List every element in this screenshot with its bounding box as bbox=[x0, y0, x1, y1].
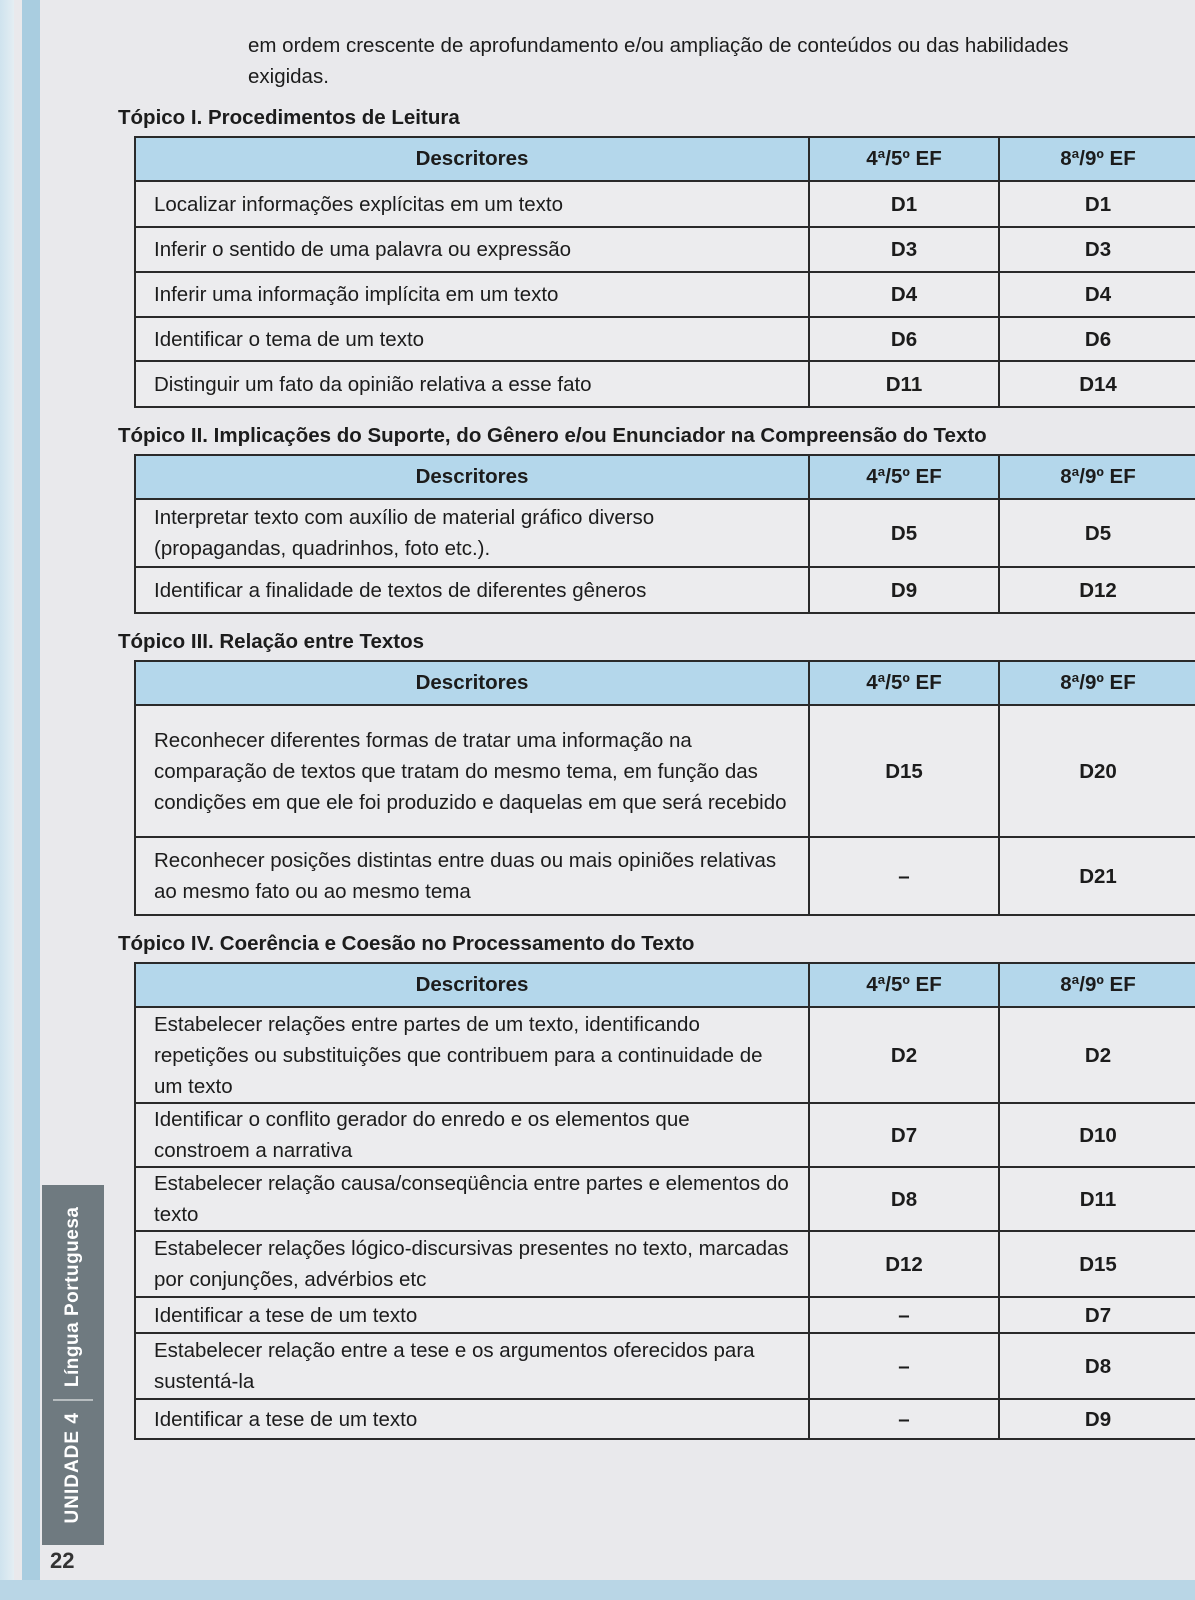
code-4-5: – bbox=[809, 837, 999, 915]
topic-3-title: Tópico III. Relação entre Textos bbox=[118, 630, 425, 653]
descriptor-text: Estabelecer relações lógico-discursivas presentes no texto, marcadas por conjunções, advérbios etc bbox=[135, 1231, 809, 1297]
header-descritores: Descritores bbox=[135, 661, 809, 705]
topic-1-table bbox=[134, 136, 1195, 408]
code-8-9: D7 bbox=[999, 1297, 1195, 1333]
header-4-5-ef: 4ª/5º EF bbox=[809, 661, 999, 705]
topic-2-title: Tópico II. Implicações do Suporte, do Gênero e/ou Enunciador na Compreensão do Texto bbox=[118, 424, 987, 447]
descriptor-text: Reconhecer posições distintas entre duas ou mais opiniões relativas ao mesmo fato ou ao mesmo tema bbox=[135, 837, 809, 915]
descriptor-text: Distinguir um fato da opinião relativa a esse fato bbox=[135, 361, 809, 407]
unit-tab-label bbox=[53, 1207, 93, 1524]
table-row bbox=[135, 272, 1195, 317]
header-descritores: Descritores bbox=[135, 455, 809, 499]
topic-4-title: Tópico IV. Coerência e Coesão no Processamento do Texto bbox=[118, 932, 695, 955]
code-8-9: D9 bbox=[999, 1399, 1195, 1439]
header-8-9-ef: 8ª/9º EF bbox=[999, 455, 1195, 499]
header-8-9-ef: 8ª/9º EF bbox=[999, 963, 1195, 1007]
intro-paragraph: em ordem crescente de aprofundamento e/ou ampliação de conteúdos ou das habilidades exigidas. bbox=[248, 34, 1069, 88]
code-4-5: D1 bbox=[809, 181, 999, 227]
code-4-5: D2 bbox=[809, 1007, 999, 1103]
descriptor-text: Estabelecer relação causa/conseqüência entre partes e elementos do texto bbox=[135, 1167, 809, 1231]
table-header-row bbox=[135, 963, 1195, 1007]
unit-label: UNIDADE 4 bbox=[62, 1412, 84, 1524]
table-row bbox=[135, 1231, 1195, 1297]
table-row bbox=[135, 1333, 1195, 1399]
code-4-5: D15 bbox=[809, 705, 999, 837]
code-4-5: D11 bbox=[809, 361, 999, 407]
code-8-9: D5 bbox=[999, 499, 1195, 567]
code-8-9: D10 bbox=[999, 1103, 1195, 1167]
table-row bbox=[135, 499, 1195, 567]
code-4-5: D6 bbox=[809, 317, 999, 361]
code-4-5: D9 bbox=[809, 567, 999, 613]
header-8-9-ef: 8ª/9º EF bbox=[999, 137, 1195, 181]
table-row bbox=[135, 181, 1195, 227]
code-4-5: – bbox=[809, 1399, 999, 1439]
descriptor-text: Reconhecer diferentes formas de tratar uma informação na comparação de textos que tratam do mesmo tema, em função das condições em que ele foi produzido e daquelas em que será recebido bbox=[135, 705, 809, 837]
topic-1-title: Tópico I. Procedimentos de Leitura bbox=[118, 106, 460, 129]
code-8-9: D20 bbox=[999, 705, 1195, 837]
descriptor-text: Estabelecer relações entre partes de um texto, identificando repetições ou substituições que contribuem para a continuidade de um texto bbox=[135, 1007, 809, 1103]
table-header-row bbox=[135, 455, 1195, 499]
descriptor-text: Identificar a finalidade de textos de diferentes gêneros bbox=[135, 567, 809, 613]
code-8-9: D14 bbox=[999, 361, 1195, 407]
descriptor-text: Identificar o tema de um texto bbox=[135, 317, 809, 361]
topic-2-table bbox=[134, 454, 1195, 614]
code-8-9: D8 bbox=[999, 1333, 1195, 1399]
descriptor-text: Inferir o sentido de uma palavra ou expressão bbox=[135, 227, 809, 272]
code-4-5: – bbox=[809, 1297, 999, 1333]
subject-label: Língua Portuguesa bbox=[62, 1206, 84, 1388]
descriptor-text: Inferir uma informação implícita em um texto bbox=[135, 272, 809, 317]
page-content bbox=[118, 30, 1195, 1440]
table-row bbox=[135, 567, 1195, 613]
code-4-5: D5 bbox=[809, 499, 999, 567]
page-number: 22 bbox=[50, 1548, 75, 1573]
code-8-9: D3 bbox=[999, 227, 1195, 272]
topic-4-table bbox=[134, 962, 1195, 1440]
code-4-5: D3 bbox=[809, 227, 999, 272]
header-8-9-ef: 8ª/9º EF bbox=[999, 661, 1195, 705]
header-descritores: Descritores bbox=[135, 963, 809, 1007]
topic-3-table bbox=[134, 660, 1195, 916]
table-row bbox=[135, 705, 1195, 837]
page-edge bbox=[0, 0, 14, 1600]
table-row bbox=[135, 1399, 1195, 1439]
code-8-9: D2 bbox=[999, 1007, 1195, 1103]
descriptor-text: Identificar a tese de um texto bbox=[135, 1297, 809, 1333]
header-4-5-ef: 4ª/5º EF bbox=[809, 455, 999, 499]
code-4-5: – bbox=[809, 1333, 999, 1399]
table-row bbox=[135, 1103, 1195, 1167]
code-8-9: D12 bbox=[999, 567, 1195, 613]
header-4-5-ef: 4ª/5º EF bbox=[809, 137, 999, 181]
code-4-5: D8 bbox=[809, 1167, 999, 1231]
descriptor-text: Interpretar texto com auxílio de material gráfico diverso (propagandas, quadrinhos, foto etc.). bbox=[135, 499, 809, 567]
table-row bbox=[135, 1167, 1195, 1231]
table-header-row bbox=[135, 661, 1195, 705]
code-4-5: D12 bbox=[809, 1231, 999, 1297]
side-band bbox=[22, 0, 40, 1600]
code-4-5: D7 bbox=[809, 1103, 999, 1167]
table-row bbox=[135, 361, 1195, 407]
descriptor-text: Estabelecer relação entre a tese e os argumentos oferecidos para sustentá-la bbox=[135, 1333, 809, 1399]
code-8-9: D11 bbox=[999, 1167, 1195, 1231]
table-row bbox=[135, 837, 1195, 915]
descriptor-text: Identificar a tese de um texto bbox=[135, 1399, 809, 1439]
descriptor-text: Identificar o conflito gerador do enredo e os elementos que constroem a narrativa bbox=[135, 1103, 809, 1167]
code-8-9: D1 bbox=[999, 181, 1195, 227]
table-row bbox=[135, 1297, 1195, 1333]
header-4-5-ef: 4ª/5º EF bbox=[809, 963, 999, 1007]
table-row bbox=[135, 227, 1195, 272]
code-8-9: D6 bbox=[999, 317, 1195, 361]
table-row bbox=[135, 317, 1195, 361]
table-header-row bbox=[135, 137, 1195, 181]
code-8-9: D15 bbox=[999, 1231, 1195, 1297]
code-8-9: D21 bbox=[999, 837, 1195, 915]
code-8-9: D4 bbox=[999, 272, 1195, 317]
table-row bbox=[135, 1007, 1195, 1103]
descriptor-text: Localizar informações explícitas em um texto bbox=[135, 181, 809, 227]
code-4-5: D4 bbox=[809, 272, 999, 317]
header-descritores: Descritores bbox=[135, 137, 809, 181]
bottom-band bbox=[0, 1580, 1195, 1600]
